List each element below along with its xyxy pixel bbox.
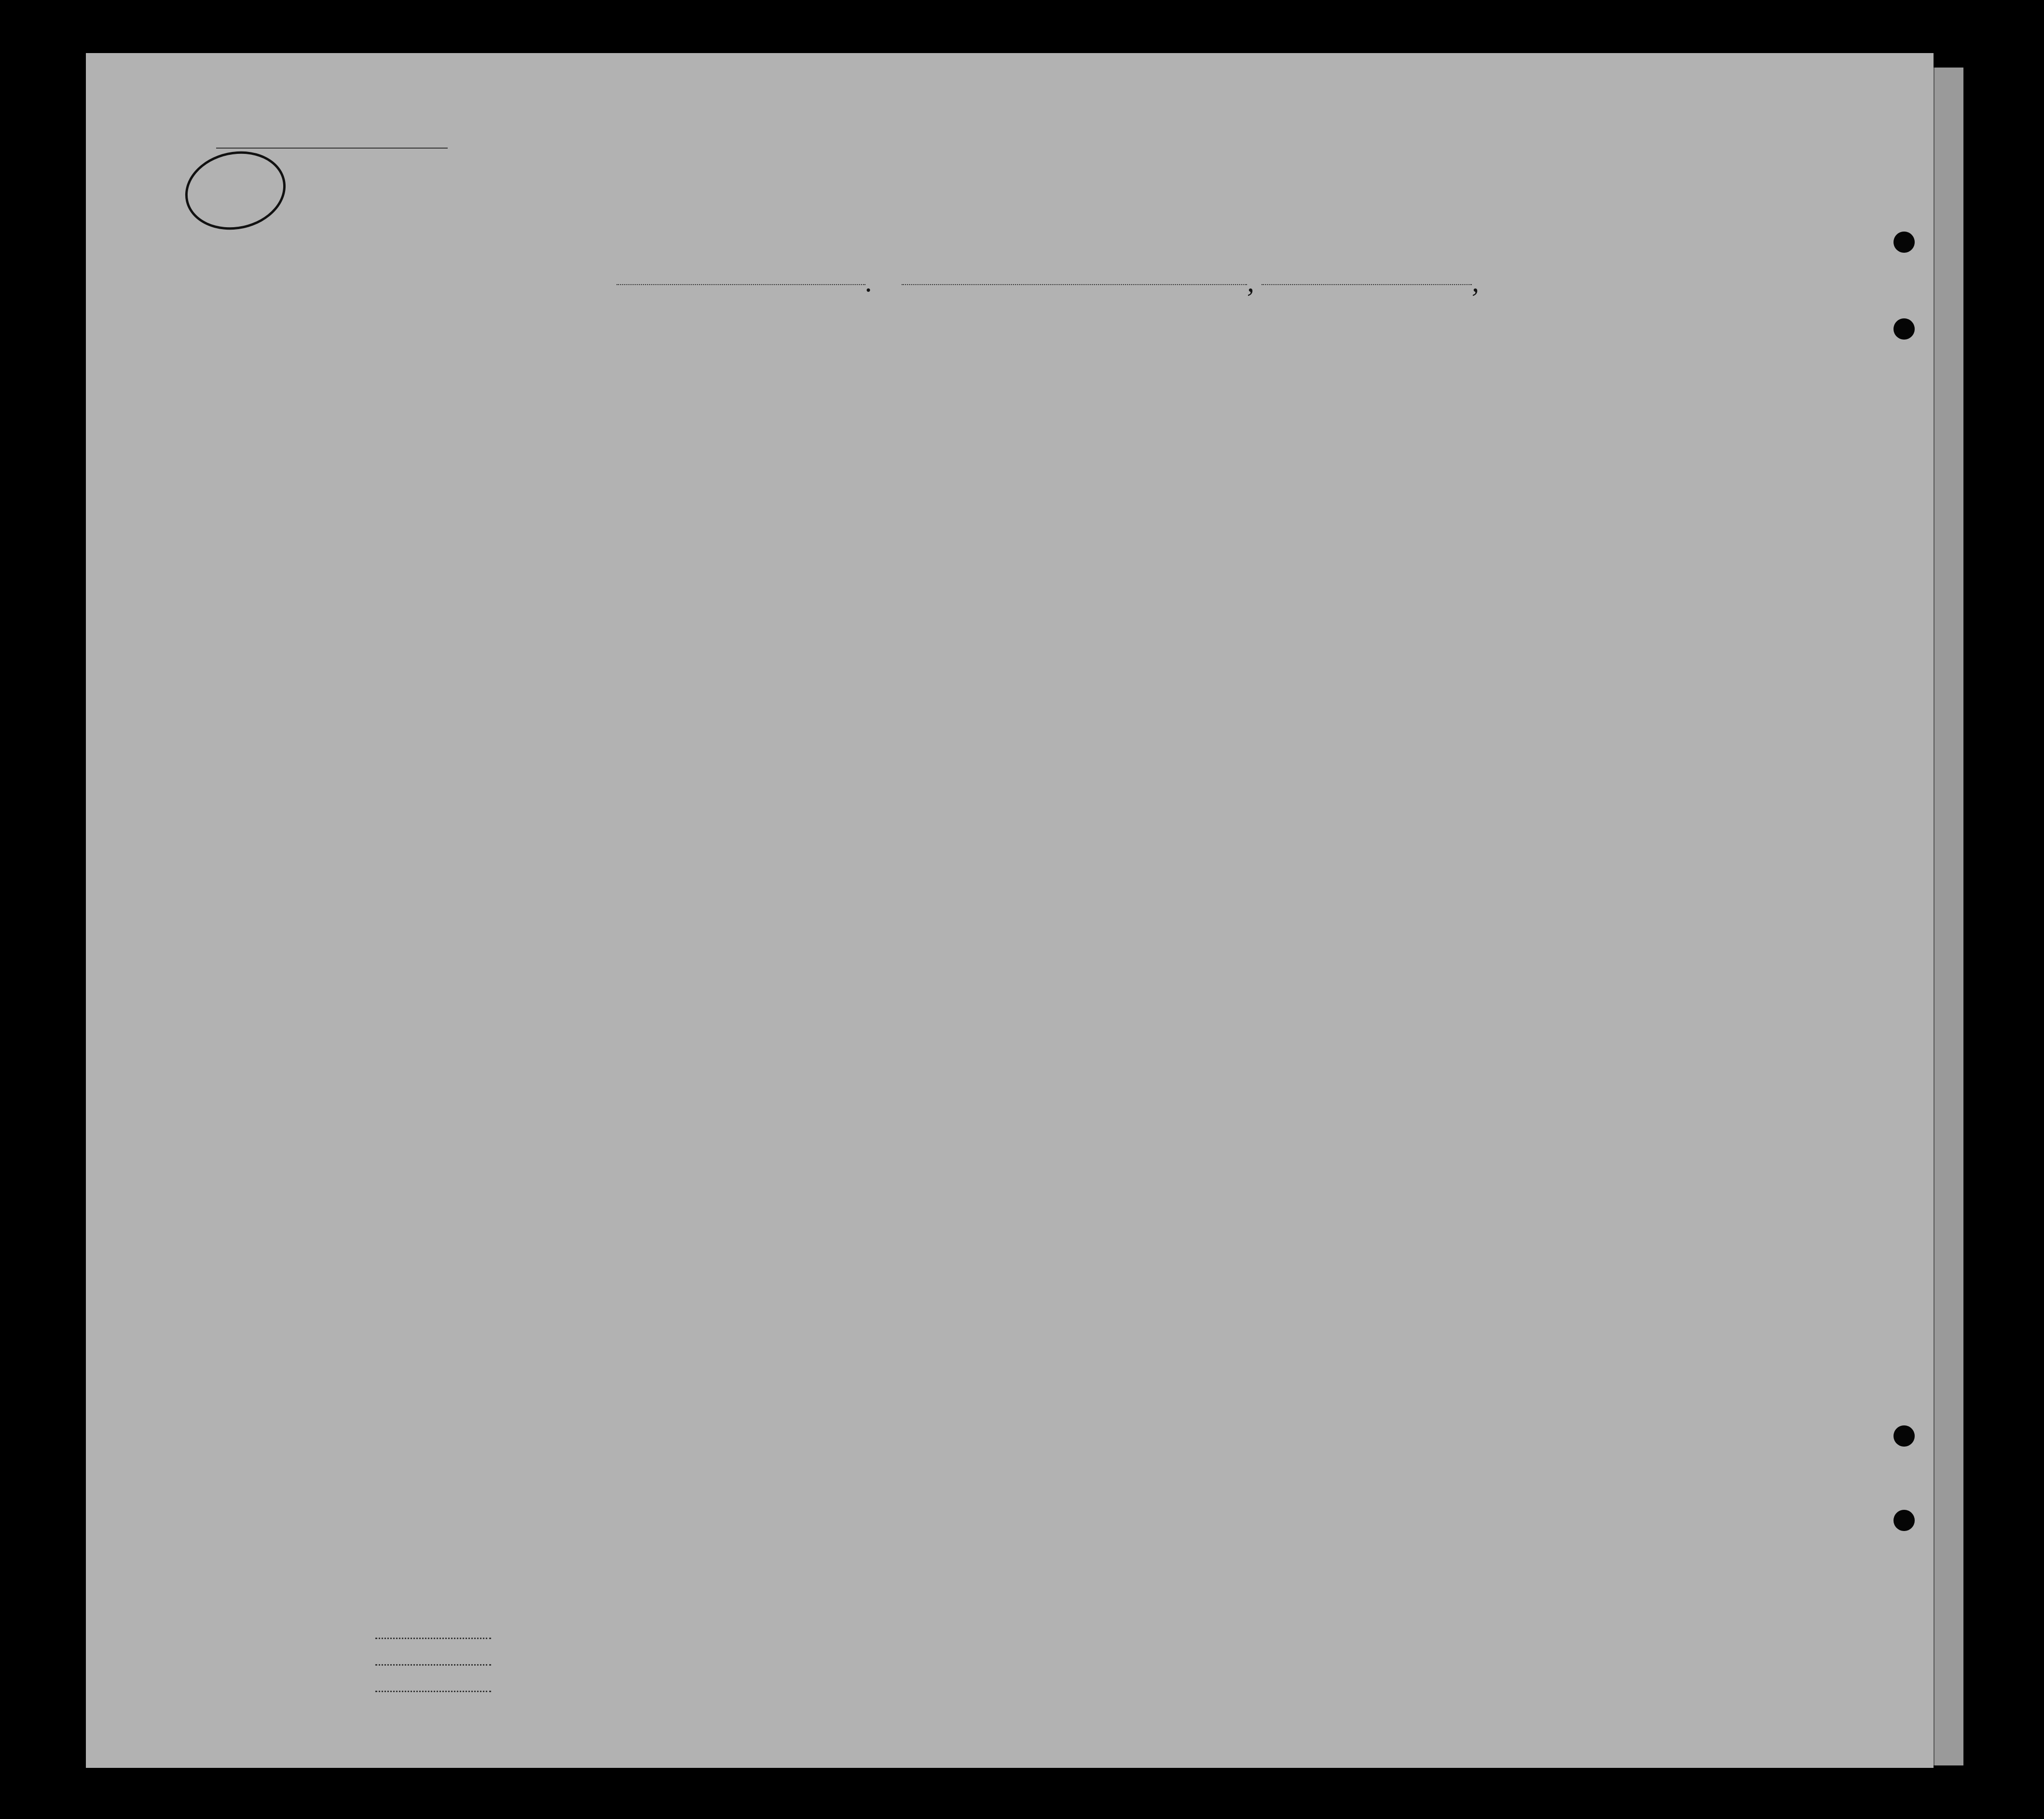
binder-hole (1893, 232, 1915, 253)
manifest-grid (86, 53, 1934, 1768)
manifest-sheet (86, 53, 1934, 1768)
binder-strip (1934, 68, 1963, 1765)
us-citizens-line (375, 1664, 491, 1666)
binder-hole (1893, 318, 1915, 340)
binder-hole (1893, 1510, 1915, 1531)
binder-hole (1893, 1425, 1915, 1447)
aliens-line (375, 1691, 491, 1692)
total-passengers-line (375, 1638, 491, 1639)
voyage-line: . , , (617, 265, 1479, 299)
